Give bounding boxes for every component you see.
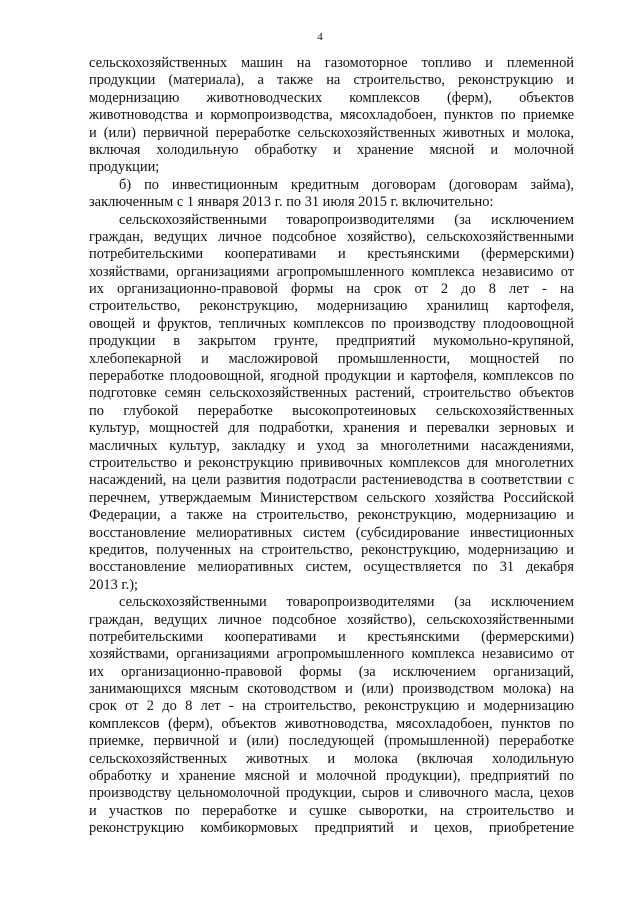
text-line: хлебопекарной и масложировой промышленности, мощностей по bbox=[89, 350, 574, 367]
text-line: по глубокой переработке высокопротеиновых сельскохозяйственных bbox=[89, 402, 574, 419]
text-line: овощей и фруктов, тепличных комплексов по производству плодоовощной bbox=[89, 315, 574, 332]
text-line: восстановление мелиоративных систем (субсидирование инвестиционных bbox=[89, 524, 574, 541]
text-line: реконструкцию комбикормовых предприятий и цехов, приобретение bbox=[89, 820, 574, 837]
text-line: б) по инвестиционным кредитным договорам (договорам займа), bbox=[119, 176, 574, 193]
text-line: переработке плодоовощной, ягодной продукции и картофеля, комплексов по bbox=[89, 368, 574, 385]
text-line: комплексов (ферм), объектов животноводства, мясохладобоен, пунктов по bbox=[89, 715, 574, 732]
text-line: хозяйствами, организациями агропромышленного комплекса независимо от bbox=[89, 263, 574, 280]
text-line: культур, мощностей для подработки, хранения и перевалки зерновых и bbox=[89, 420, 574, 437]
text-line: Федерации, а также на строительство, реконструкцию, модернизацию и bbox=[89, 507, 574, 524]
text-line: срок от 2 до 8 лет - на строительство, реконструкцию и модернизацию bbox=[89, 698, 574, 715]
text-line: перечнем, утверждаемым Министерством сельского хозяйства Российской bbox=[89, 489, 574, 506]
text-line: продукции в закрытом грунте, предприятий мукомольно-крупяной, bbox=[89, 333, 574, 350]
text-line: подготовке семян сельскохозяйственных растений, строительство объектов bbox=[89, 385, 574, 402]
text-line: их организационно-правовой формы (за исключением организаций, bbox=[89, 663, 574, 680]
text-line: обработку и хранение мясной и молочной продукции), предприятий по bbox=[89, 768, 574, 785]
text-line: восстановление мелиоративных систем, осуществляется по 31 декабря bbox=[89, 559, 574, 576]
text-line: приемке, первичной и (или) последующей (промышленной) переработке bbox=[89, 733, 574, 750]
text-line: заключенным с 1 января 2013 г. по 31 июля 2015 г. включительно: bbox=[89, 194, 494, 211]
text-line: продукции (материала), а также на строительство, реконструкцию и bbox=[89, 72, 574, 89]
text-line: производству цельномолочной продукции, сыров и сливочного масла, цехов bbox=[89, 785, 574, 802]
text-line: и (или) первичной переработке сельскохозяйственных животных и молока, bbox=[89, 124, 574, 141]
text-line: строительство, реконструкцию, модернизацию хранилищ картофеля, bbox=[89, 298, 574, 315]
text-line: потребительскими кооперативами и крестьянскими (фермерскими) bbox=[89, 628, 574, 645]
text-line: 2013 г.); bbox=[89, 576, 139, 593]
text-line: масличных культур, закладку и уход за многолетними насаждениями, bbox=[89, 437, 574, 454]
text-line: насаждений, на цели развития подотрасли растениеводства в соответствии с bbox=[89, 472, 574, 489]
text-line: включая холодильную обработку и хранение мясной и молочной bbox=[89, 141, 574, 158]
text-line: потребительскими кооперативами и крестьянскими (фермерскими) bbox=[89, 246, 574, 263]
text-line: граждан, ведущих личное подсобное хозяйство), сельскохозяйственными bbox=[89, 228, 574, 245]
text-line: сельскохозяйственных животных и молока (включая холодильную bbox=[89, 750, 574, 767]
text-line: сельскохозяйственными товаропроизводителями (за исключением bbox=[119, 594, 574, 611]
text-line: сельскохозяйственных машин на газомоторное топливо и племенной bbox=[89, 55, 574, 71]
text-line: кредитов, полученных на строительство, реконструкцию, модернизацию и bbox=[89, 541, 574, 558]
text-line: занимающихся мясным скотоводством и (или) производством молока) на bbox=[89, 681, 574, 698]
page-number: 4 bbox=[317, 31, 323, 43]
text-line: хозяйствами, организациями агропромышленного комплекса независимо от bbox=[89, 646, 574, 663]
text-line: их организационно-правовой формы на срок от 2 до 8 лет - на bbox=[89, 281, 574, 298]
text-line: строительство и реконструкцию прививочных комплексов для многолетних bbox=[89, 454, 574, 471]
document-body bbox=[89, 55, 574, 838]
text-line: сельскохозяйственными товаропроизводителями (за исключением bbox=[119, 211, 574, 228]
text-line: и участков по переработке и сушке сыворотки, на строительство и bbox=[89, 802, 574, 819]
text-line: продукции; bbox=[89, 159, 160, 176]
text-line: модернизацию животноводческих комплексов (ферм), объектов bbox=[89, 89, 574, 106]
text-line: граждан, ведущих личное подсобное хозяйство), сельскохозяйственными bbox=[89, 611, 574, 628]
text-line: животноводства и кормопроизводства, мясохладобоен, пунктов по приемке bbox=[89, 107, 574, 124]
